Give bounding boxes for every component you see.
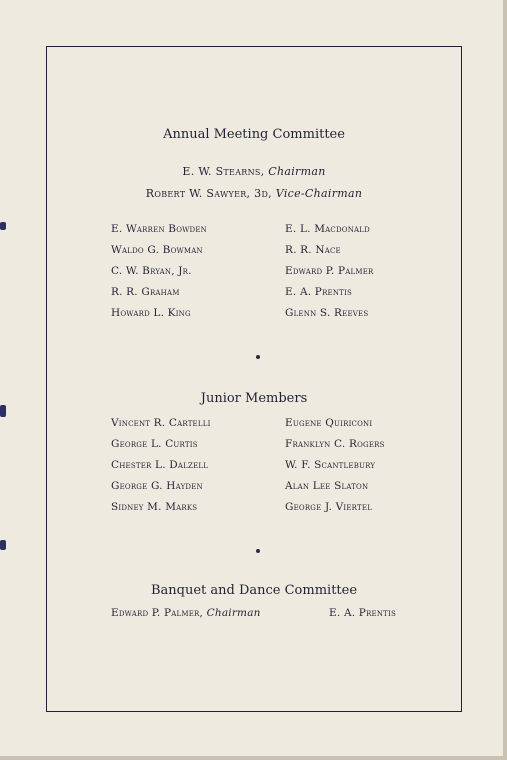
member-name: W. F. Scantlebury <box>285 459 376 471</box>
member-name: E. Warren Bowden <box>111 223 207 235</box>
member-name: Franklyn C. Rogers <box>285 438 385 450</box>
member-name: George J. Viertel <box>285 501 373 513</box>
member-name: Eugene Quiriconi <box>285 417 373 429</box>
binding-mark <box>0 222 6 230</box>
member-name: Glenn S. Reeves <box>285 307 369 319</box>
member-name: E. A. Prentis <box>329 607 396 619</box>
member-name: R. R. Nace <box>285 244 341 256</box>
junior-left-column <box>111 413 211 518</box>
member-name: George L. Curtis <box>111 438 198 450</box>
chairman-role: Chairman <box>206 607 261 619</box>
junior-members-title: Junior Members <box>200 391 308 406</box>
member-name: R. R. Graham <box>111 286 180 298</box>
member-name: Vincent R. Cartelli <box>111 417 211 429</box>
annual-vice-chairman-line <box>47 187 461 200</box>
chairman-name: Edward P. Palmer, <box>111 607 204 619</box>
annual-committee-title: Annual Meeting Committee <box>163 127 345 142</box>
annual-chairman-line <box>47 165 461 178</box>
ornament-dot <box>256 549 260 553</box>
member-name: Sidney M. Marks <box>111 501 198 513</box>
binding-mark <box>0 405 6 417</box>
annual-left-column <box>111 219 207 324</box>
member-name: Waldo G. Bowman <box>111 244 203 256</box>
junior-right-column <box>285 413 385 518</box>
member-name: Edward P. Palmer <box>285 265 374 277</box>
ornament-dot <box>256 355 260 359</box>
annual-right-column <box>285 219 374 324</box>
banquet-committee-title: Banquet and Dance Committee <box>150 583 358 598</box>
member-name: E. L. Macdonald <box>285 223 370 235</box>
member-name: E. A. Prentis <box>285 286 352 298</box>
member-name: Alan Lee Slaton <box>285 480 369 492</box>
binding-mark <box>0 540 6 550</box>
chairman-name: E. W. Stearns, <box>182 165 265 178</box>
banquet-chairman-line <box>111 603 261 624</box>
vice-chairman-name: Robert W. Sawyer, 3d, <box>145 187 272 200</box>
member-name: Chester L. Dalzell <box>111 459 209 471</box>
chairman-role: Chairman <box>268 165 326 178</box>
member-name: George G. Hayden <box>111 480 203 492</box>
banquet-member <box>329 603 396 624</box>
member-name: Howard L. King <box>111 307 191 319</box>
member-name: C. W. Bryan, Jr. <box>111 265 192 277</box>
page-border <box>46 46 462 712</box>
vice-chairman-role: Vice-Chairman <box>275 187 363 200</box>
